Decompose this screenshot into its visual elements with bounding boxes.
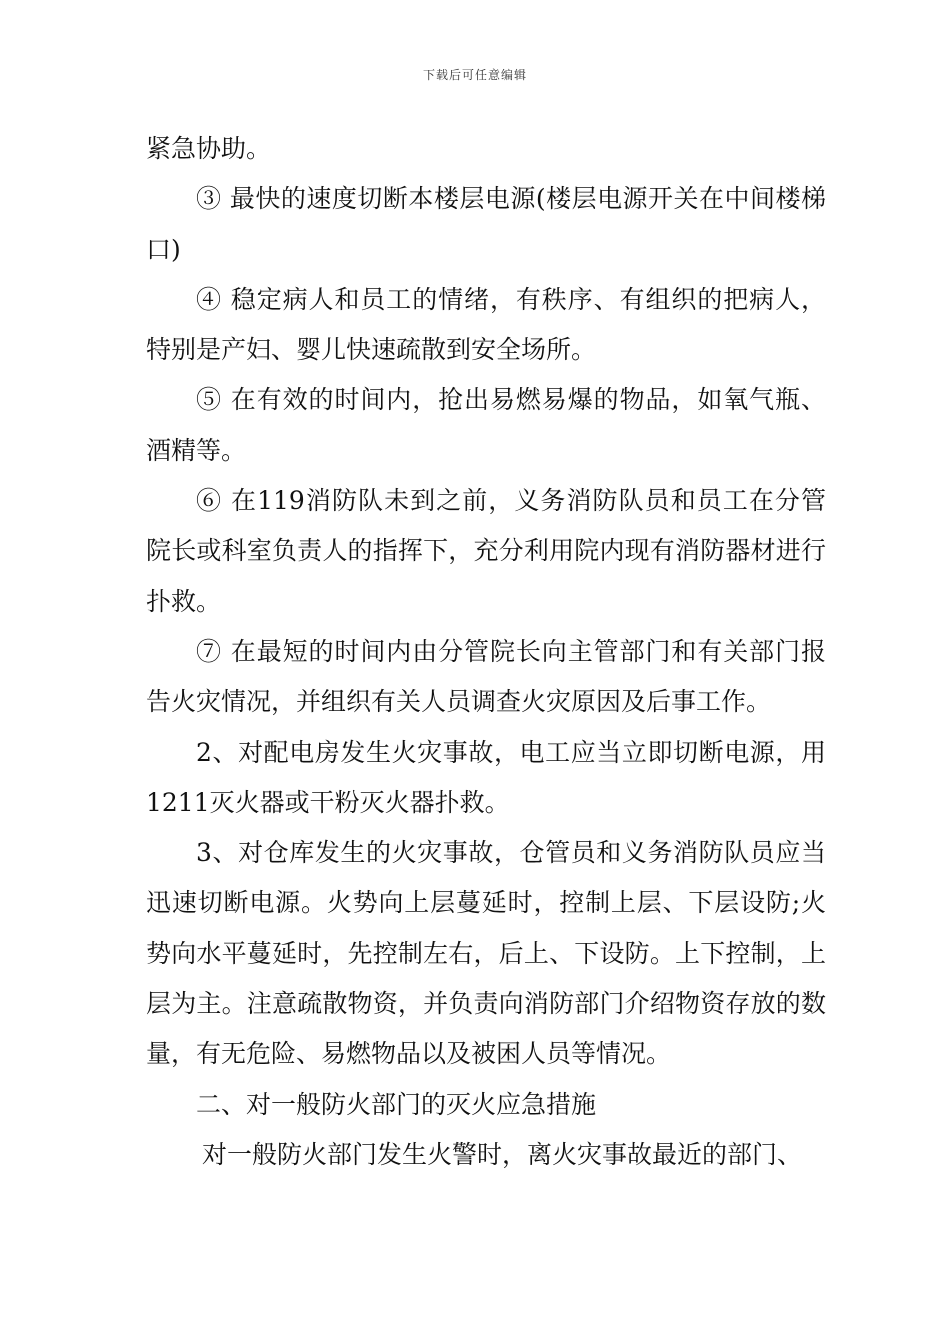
paragraph-section-body: 对一般防火部门发生火警时，离火灾事故最近的部门、	[202, 1139, 803, 1169]
page-header: 下载后可任意编辑	[422, 68, 527, 82]
paragraph-step-7: ⑦ 在最短的时间内由分管院长向主管部门和有关部门报告火灾情况，并组织有关人员调查火灾原因及后事工作。	[146, 636, 826, 717]
paragraph-step-6: ⑥ 在119消防队未到之前，义务消防队员和员工在分管院长或科室负责人的指挥下，充分利用院内现有消防器材进行扑救。	[146, 486, 826, 616]
paragraph-step-4: ④ 稳定病人和员工的情绪，有秩序、有组织的把病人，特别是产妇、婴儿快速疏散到安全场所。	[146, 284, 826, 365]
document-body	[146, 124, 826, 1180]
paragraph-step-3: ③ 最快的速度切断本楼层电源(楼层电源开关在中间楼梯口)	[146, 184, 826, 264]
paragraph-item-3: 3、对仓库发生的火灾事故，仓管员和义务消防队员应当迅速切断电源。火势向上层蔓延时，控制上层、下层设防;火势向水平蔓延时，先控制左右，后上、下设防。上下控制，上层为主。注意疏散物资，并负责向消防部门介绍物资存放的数量，有无危险、易燃物品以及被困人员等情况。	[146, 838, 826, 1069]
paragraph-item-2: 2、对配电房发生火灾事故，电工应当立即切断电源，用1211灭火器或干粉灭火器扑救。	[146, 737, 826, 817]
paragraph-step-5: ⑤ 在有效的时间内，抢出易燃易爆的物品，如氧气瓶、酒精等。	[146, 385, 826, 465]
section-heading: 二、对一般防火部门的灭火应急措施	[196, 1089, 597, 1119]
paragraph-continuation: 紧急协助。	[146, 134, 272, 163]
